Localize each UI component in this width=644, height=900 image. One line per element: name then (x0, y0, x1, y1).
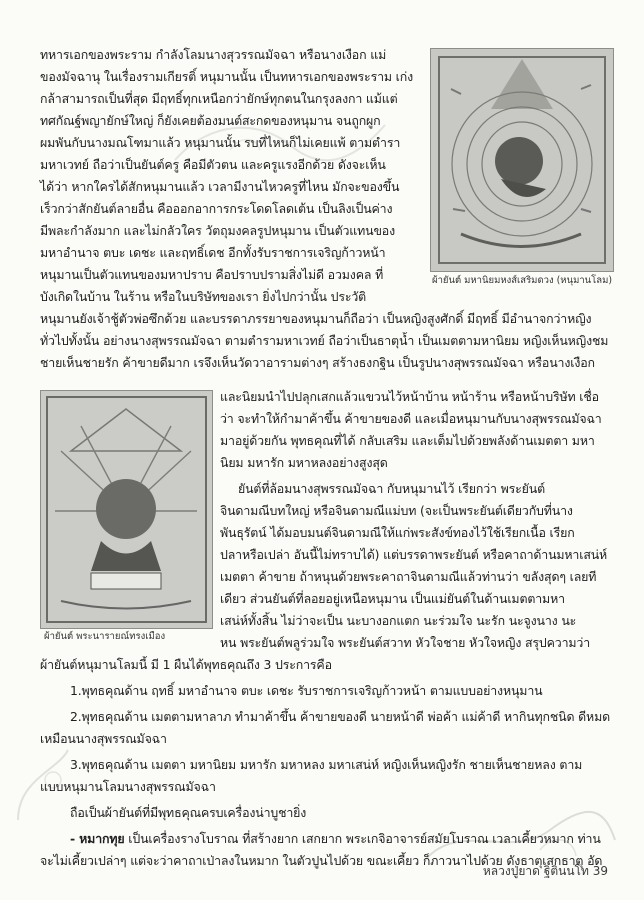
text-line: มีพละกำลังมาก และไม่กลัวใคร วัตถุมงคลรูปหนุมาน เป็นตัวแทนของ (40, 223, 395, 238)
figure-caption: ผ้ายันต์ พระนารายณ์ทรงเมือง (44, 631, 166, 642)
text-line (70, 832, 601, 846)
text-line: มหาอำนาจ ตบะ เดชะ และฤทธิ์เดช อีกทั้งรับราชการเจริญก้าวหน้า (40, 245, 386, 260)
text-line: นิยม มหารัก มหาหลงอย่างสูงสุด (220, 455, 388, 470)
text-line: หนุมานยังเจ้าชู้ตัวพ่อซึกด้วย และบรรดาภรรยาของหนุมานก็ถือว่า เป็นหญิงสูงศักดิ์ มีฤทธิ์ มีอำนาจกว่าหญิง (40, 311, 592, 326)
text-line: เสน่ห์ทั้งสิ้น ไม่ว่าจะเป็น นะบางอกแตก นะร่วมใจ นะรัก นะจูงนาง นะ (220, 613, 577, 628)
text-line: ผมพันกับนางมณโฑมาแล้ว หนุมานนั้น รบที่ไหนก็ไม่เคยแพ้ ตามตำรา (40, 135, 401, 150)
text-line: ชายเห็นชายรัก ค้าขายดีมาก เรจึงเห็นวัดวาอารามต่างๆ สร้างธงกฐิน เป็นรูปนางสุพรรณมัจฉา หรือนางเงือก (40, 355, 595, 370)
text-line: ได้ว่า หากใครได้สักหนุมานแล้ว เวลามีงานไหวครูที่ไหน มักจะของขึ้น (40, 179, 400, 194)
list-item: 3.พุทธคุณด้าน เมตตา มหานิยม มหารัก มหาหลง มหาเสน่ห์ หญิงเห็นหญิงรัก ชายเห็นชายหลง ตาม (70, 757, 583, 772)
list-item: ถือเป็นผ้ายันต์ที่มีพุทธคุณครบเครื่องน่าบูชายิ่ง (70, 805, 307, 820)
text-line: กล้าสามารถเป็นที่สุด มีฤทธิ์ทุกเหนือกว่ายักษ์ทุกตนในกรุงลงกา แม้แต่ (40, 91, 398, 106)
text-line: จะไม่เคี้ยวเปล่าๆ แต่จะว่าคาถาเป่าลงในหมาก ในตัวปูนไปด้วย ขณะเคี้ยว ก็ภาวนาไปด้วย ดังธาตุเสกธาตุ อัด (40, 853, 603, 868)
hanuman-cloth-image (430, 48, 614, 272)
text-line: เร็วกว่าสักยันต์ลายอื่น คือออกอาการกระโดดโลดเต้น เป็นลิงเป็นค่าง (40, 201, 393, 216)
text-line: และนิยมนำไปปลุกเสกแล้วแขวนไว้หน้าบ้าน หน้าร้าน หรือหน้าบริษัท เชื่อ (220, 389, 599, 404)
page-footer: หลวงปู่ยาด ฐิตินนโท 39 (482, 864, 608, 878)
list-item: 2.พุทธคุณด้าน เมตตามหาลาภ ทำมาค้าขึ้น ค้าขายของดี นายหน้าดี พ่อค้า แม่ค้าดี หากินทุกชนิด ดีหมด (70, 709, 610, 724)
list-item: เหมือนนางสุพรรณมัจฉา (40, 731, 167, 746)
list-item: 1.พุทธคุณด้าน ฤทธิ์ มหาอำนาจ ตบะ เดชะ รับราชการเจริญก้าวหน้า ตามแบบอย่างหนุมาน (70, 683, 543, 698)
text-line: ปลาหรือเปล่า อันนี้ไม่ทราบได้) แต่บรรดาพระยันต์ หรือคาถาด้านมหาเสน่ห์ (220, 547, 608, 562)
figure-caption: ผ้ายันต์ มหานิยมหงส์เสริมดวง (หนุมานโลม) (432, 275, 613, 286)
text-line: ทศกัณฐ์พญายักษ์ใหญ่ ก็ยังเคยต้องมนต์สะกดของหนุมาน จนถูกผูก (40, 113, 381, 128)
text-line: เป็นเครื่องรางโบราณ ที่สร้างยาก เสกยาก พระเกจิอาจารย์สมัยโบราณ เวลาเคี้ยวหมาก ท่าน (124, 831, 601, 846)
section-heading: - หมากทุย (70, 831, 125, 846)
text-line: หนุมานเป็นตัวแทนของมหาปราบ คือปราบปรามสิ่งไม่ดี อวมงคล ที่ (40, 267, 384, 282)
text-line: พันธุรัตน์ ได้มอบมนต์จินดามณีให้แก่พระสังข์ทองไว้ใช้เรียกเนื้อ เรียก (220, 525, 575, 540)
text-line: มาอยู่ด้วยกัน พุทธคุณที่ได้ กลับเสริม และเต็มไปด้วยพลังด้านเมตตา มหา (220, 433, 595, 448)
text-line: ว่า จะทำให้กำมาค้าขึ้น ค้าขายของดี และเมื่อหนุมานกับนางสุพรรณมัจฉา (220, 411, 602, 426)
text-line: ผ้ายันต์หนุมานโลมนี้ มี 1 ผืนได้พุทธคุณถึง 3 ประการคือ (40, 657, 332, 672)
text-line: บังเกิดในบ้าน ในร้าน หรือในบริษัทของเรา ยิ่งไปกว่านั้น ประวัติ (40, 289, 367, 304)
text-line: เดียว ส่วนยันต์ที่ลอยอยู่เหนือหนุมาน เป็นแม่ยันต์ในด้านเมตตามหา (220, 591, 565, 606)
text-line: เมตตา ค้าขาย ถ้าหนุนด้วยพระคาถาจินดามณีแล้วท่านว่า ขลังสุดๆ เลยที (220, 569, 597, 584)
text-line: จินดามณีบทใหญ่ หรือจินดามณีแม่บท (จะเป็นพระยันต์เดียวกับที่นาง (220, 503, 573, 518)
list-item: แบบหนุมานโลมนางสุพรรณมัจฉา (40, 779, 216, 794)
text-line: ทหารเอกของพระราม กำลังโลมนางสุวรรณมัจฉา หรือนางเงือก แม่ (40, 47, 387, 62)
text-line: ยันต์ที่ล้อมนางสุพรรณมัจฉา กับหนุมานไว้ เรียกว่า พระยันต์ (238, 481, 545, 496)
text-line: ทั่วไปทั้งนั้น อย่างนางสุพรรณมัจฉา ตามตำรามหาเวทย์ ถือว่าเป็นธาตุน้ำ เป็นเมตตามหานิยม หญิงเห็นหญิงชม (40, 333, 609, 348)
text-line: ของมัจฉานุ ในเรื่องรามเกียรติ์ หนุมานนั้น เป็นทหารเอกของพระราม เก่ง (40, 69, 414, 84)
text-line: มหาเวทย์ ถือว่าเป็นยันต์ครู คือมีตัวตน และครูแรงอีกด้วย ดังจะเห็น (40, 157, 386, 172)
text-line: หน พระยันต์พลูร่วมใจ พระยันต์สวาท หัวใจชาย หัวใจหญิง สรุปความว่า (220, 635, 591, 650)
narai-cloth-image (40, 390, 213, 629)
